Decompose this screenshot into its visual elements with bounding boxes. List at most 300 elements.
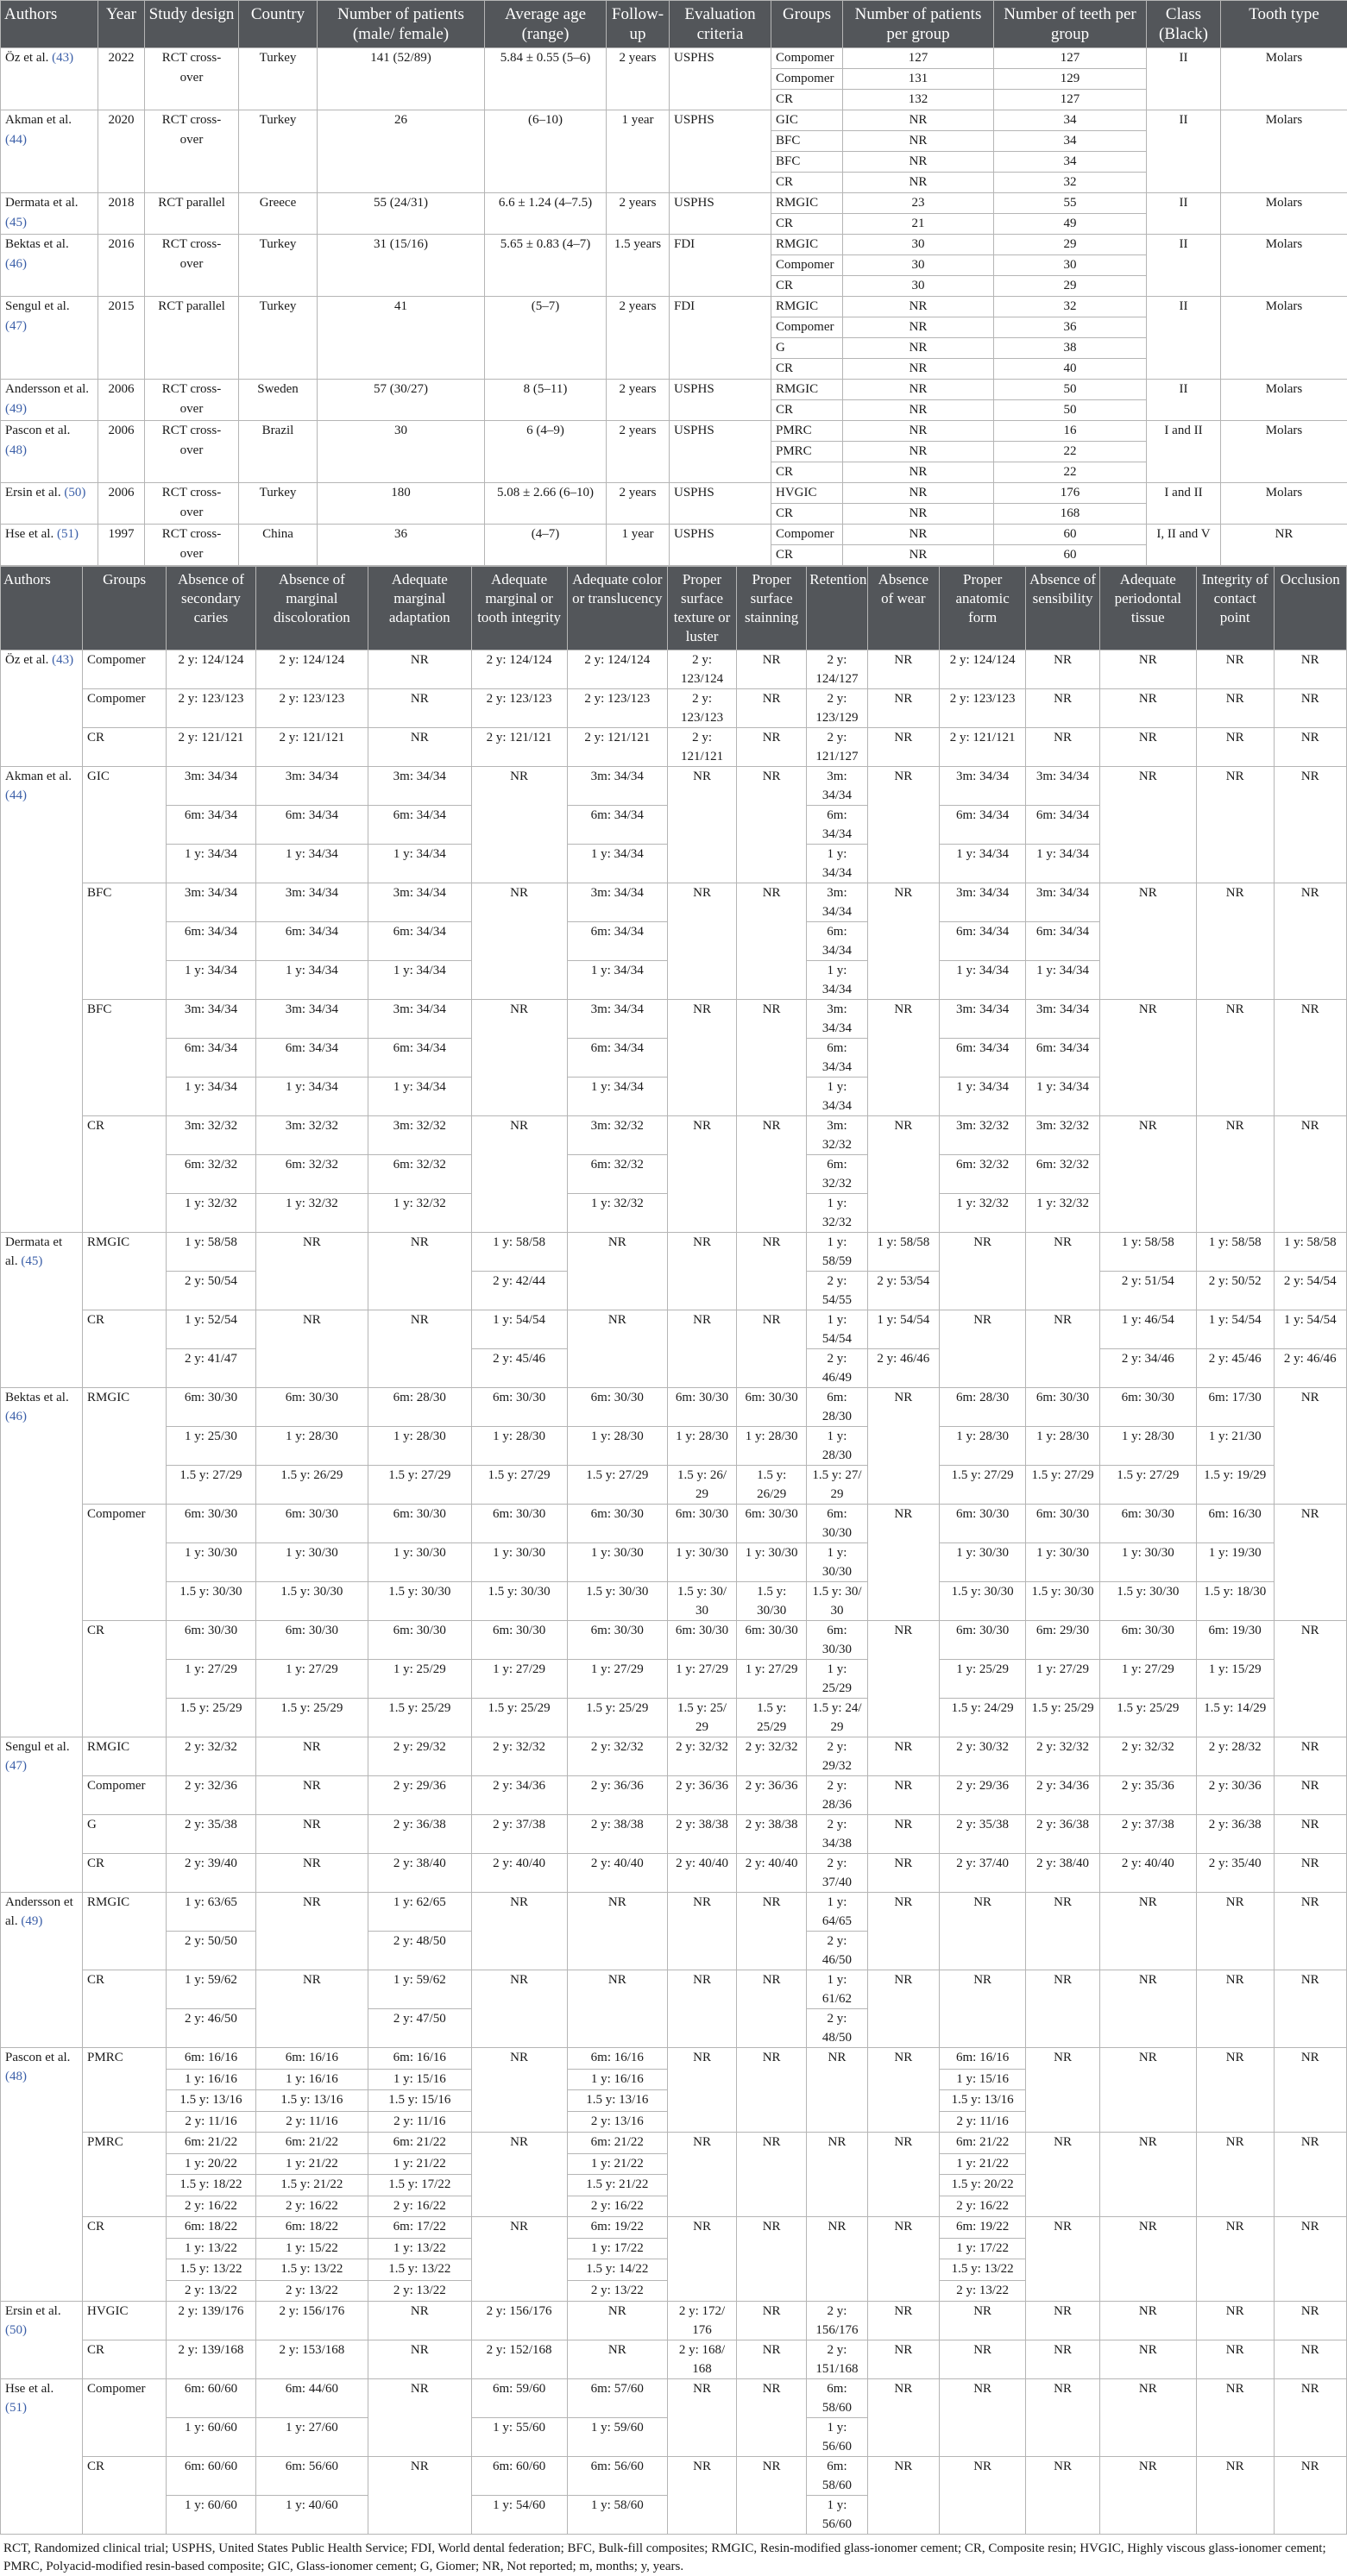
teeth-per-group-cell: 127 [994,48,1147,69]
outcome-cell: 2 y: 168/ 168 [668,2340,737,2379]
group-cell: BFC [771,131,843,152]
author-cell [1,235,98,297]
teeth-per-group-cell: 176 [994,483,1147,504]
outcome-cell: 6m: 30/30 [807,1621,867,1660]
outcome-cell: 2 y: 34/36 [1026,1776,1099,1815]
outcome-cell: 1 y: 34/34 [167,961,256,1000]
outcome-cell: NR [1196,2048,1274,2133]
patients-per-group-cell: NR [843,442,994,462]
outcome-cell: NR [867,728,939,767]
year-cell: 2006 [98,380,145,421]
table-row [1,2302,1347,2340]
outcome-cell: 6m: 34/34 [567,1039,667,1078]
outcome-cell: 1 y: 34/34 [255,961,368,1000]
group-cell: PMRC [83,2133,167,2217]
outcome-cell: 6m: 30/30 [471,1505,567,1543]
outcome-cell: 6m: 30/30 [1099,1388,1196,1427]
outcome-cell: 3m: 34/34 [567,1000,667,1039]
country-cell: Greece [239,193,318,235]
outcome-cell: 3m: 34/34 [255,767,368,806]
year-cell: 2015 [98,297,145,380]
outcome-cell: NR [867,1776,939,1815]
outcome-cell: NR [867,1854,939,1893]
outcome-cell: 3m: 34/34 [167,883,256,922]
outcome-cell: 2 y: 37/40 [807,1854,867,1893]
outcome-cell: NR [567,1310,667,1388]
outcome-cell: 2 y: 11/16 [255,2111,368,2133]
teeth-per-group-cell: 60 [994,525,1147,545]
reference-link: (51) [5,2401,27,2415]
group-cell: RMGIC [83,1893,167,1970]
column-header: Absence of marginal discoloration [255,567,368,650]
author-cell [1,421,98,483]
table-row [1,1543,1347,1582]
outcome-cell: 6m: 34/34 [939,806,1025,845]
group-cell: Compomer [83,2379,167,2457]
outcome-cell: NR [1026,2340,1099,2379]
outcome-cell: 6m: 34/34 [939,922,1025,961]
outcome-cell: NR [1099,2340,1196,2379]
author-cell [1,193,98,235]
outcome-cell: 2 y: 124/127 [807,650,867,689]
author-name: Pascon et al. [5,424,70,437]
outcome-cell: 6m: 30/30 [167,1505,256,1543]
author-cell [1,48,98,110]
outcome-cell: NR [368,1310,472,1388]
outcome-cell: 3m: 34/34 [255,1000,368,1039]
followup-cell: 2 years [607,483,670,525]
outcome-cell: 2 y: 139/176 [167,2302,256,2340]
outcome-cell: 2 y: 11/16 [167,2111,256,2133]
outcome-cell: 1 y: 27/29 [255,1660,368,1699]
outcome-cell: 2 y: 48/50 [807,2009,867,2048]
patients-per-group-cell: NR [843,131,994,152]
outcome-cell: NR [255,1233,368,1310]
outcome-cell: 2 y: 153/168 [255,2340,368,2379]
author-name: Ersin et al. [5,2304,61,2318]
outcome-cell: 1 y: 13/22 [167,2238,256,2259]
patients-per-group-cell: 23 [843,193,994,214]
outcome-cell: 1 y: 46/54 [1099,1310,1196,1349]
tooth-type-cell: Molars [1221,193,1347,235]
outcome-cell: 1.5 y: 25/29 [737,1699,807,1737]
outcome-cell: 6m: 34/34 [807,922,867,961]
outcome-cell: 1 y: 59/62 [167,1970,256,2009]
outcome-cell: NR [1196,2302,1274,2340]
patients-cell: 141 (52/89) [318,48,485,110]
outcome-cell: 1 y: 25/29 [939,1660,1025,1699]
tooth-type-cell: Molars [1221,235,1347,297]
design-cell: RCT cross- over [145,483,239,525]
outcome-cell: 2 y: 40/40 [668,1854,737,1893]
outcome-cell: NR [867,767,939,883]
teeth-per-group-cell: 129 [994,69,1147,90]
outcome-cell: NR [1274,2302,1346,2340]
outcome-cell: 2 y: 38/38 [567,1815,667,1854]
outcome-cell: NR [668,1233,737,1310]
outcome-cell: 2 y: 40/40 [737,1854,807,1893]
table-row [1,1388,1347,1427]
table-row [1,1116,1347,1155]
outcome-cell: NR [567,2302,667,2340]
author-name: Öz et al. [5,51,52,65]
outcome-cell: NR [867,1388,939,1505]
patients-per-group-cell: 131 [843,69,994,90]
outcome-cell: 3m: 32/32 [807,1116,867,1155]
patients-per-group-cell: NR [843,504,994,525]
outcome-cell: 1 y: 13/22 [368,2238,472,2259]
outcome-cell: NR [255,1310,368,1388]
outcome-cell: NR [1196,2379,1274,2457]
criteria-cell: USPHS [670,421,771,483]
outcome-cell: NR [1274,2133,1346,2217]
criteria-cell: FDI [670,235,771,297]
outcome-cell: 6m: 21/22 [255,2133,368,2154]
outcome-cell: 1.5 y: 20/22 [939,2175,1025,2196]
outcome-cell: NR [255,1893,368,1970]
outcome-cell: NR [668,2133,737,2217]
outcome-cell: 1 y: 56/60 [807,2418,867,2457]
outcome-cell: NR [939,2302,1025,2340]
outcome-cell: 1.5 y: 26/ 29 [668,1466,737,1505]
teeth-per-group-cell: 127 [994,90,1147,110]
design-cell: RCT parallel [145,193,239,235]
outcome-cell: 6m: 60/60 [167,2379,256,2418]
outcome-cell: NR [1274,2379,1346,2457]
year-cell: 2020 [98,110,145,193]
class-cell: II [1147,110,1221,193]
outcome-cell: 2 y: 35/40 [1196,1854,1274,1893]
year-cell: 1997 [98,525,145,566]
outcome-cell: 6m: 34/34 [167,1039,256,1078]
patients-per-group-cell: NR [843,173,994,193]
outcome-cell: 1.5 y: 13/22 [368,2259,472,2281]
column-header: Absence of wear [867,567,939,650]
outcome-cell: 6m: 34/34 [567,806,667,845]
outcome-cell: 3m: 34/34 [167,767,256,806]
table-row [1,1310,1347,1349]
outcome-cell: NR [471,1116,567,1233]
outcome-cell: 1 y: 28/30 [807,1427,867,1466]
outcome-cell: NR [1274,1505,1346,1621]
author-name: Andersson et al. [5,1895,73,1928]
outcome-cell: 1 y: 58/58 [867,1233,939,1272]
group-cell: Compomer [83,1505,167,1621]
outcome-cell: 3m: 34/34 [939,1000,1025,1039]
outcome-cell: NR [255,1776,368,1815]
design-cell: RCT cross- over [145,525,239,566]
class-cell: II [1147,48,1221,110]
outcome-cell: 2 y: 36/38 [368,1815,472,1854]
column-header: Evaluation criteria [670,1,771,48]
country-cell: Brazil [239,421,318,483]
outcome-cell: 6m: 32/32 [939,1155,1025,1194]
outcome-cell: 2 y: 13/22 [567,2280,667,2302]
class-cell: II [1147,380,1221,421]
outcome-cell: NR [1274,1854,1346,1893]
followup-cell: 2 years [607,380,670,421]
outcome-cell: 2 y: 124/124 [567,650,667,689]
outcome-cell: NR [737,1893,807,1970]
outcome-cell: 6m: 60/60 [471,2457,567,2496]
outcome-cell: 6m: 16/16 [567,2048,667,2070]
outcome-cell: 1.5 y: 15/16 [368,2090,472,2112]
design-cell: RCT cross- over [145,421,239,483]
outcome-cell: 1 y: 28/30 [368,1427,472,1466]
author-name: Bektas et al. [5,237,69,251]
outcome-cell: 1 y: 54/54 [471,1310,567,1349]
outcome-cell: 1 y: 58/58 [1196,1233,1274,1272]
outcome-cell: 2 y: 16/22 [167,2196,256,2217]
outcome-cell: NR [867,1505,939,1621]
outcome-cell: 1 y: 34/34 [255,1078,368,1116]
outcome-cell: 1.5 y: 24/ 29 [807,1699,867,1737]
outcome-cell: 2 y: 35/38 [939,1815,1025,1854]
outcome-cell: 6m: 34/34 [807,1039,867,1078]
outcome-cell: 6m: 32/32 [255,1155,368,1194]
patients-per-group-cell: NR [843,317,994,338]
group-cell: CR [83,1310,167,1388]
design-cell: RCT cross- over [145,48,239,110]
outcome-cell: 2 y: 46/46 [1274,1349,1346,1388]
outcome-cell: 1 y: 30/30 [471,1543,567,1582]
patients-per-group-cell: 132 [843,90,994,110]
outcome-cell: NR [368,2457,472,2535]
table-row [1,1621,1347,1660]
reference-link: (44) [5,789,27,802]
outcome-cell: 2 y: 16/22 [368,2196,472,2217]
outcome-cell: NR [939,1970,1025,2048]
outcome-cell: 1 y: 30/30 [167,1543,256,1582]
outcome-cell: NR [737,2133,807,2217]
age-cell: (6–10) [485,110,607,193]
outcome-cell: 6m: 34/34 [255,1039,368,1078]
patients-per-group-cell: NR [843,525,994,545]
outcome-cell: NR [867,2379,939,2457]
outcome-cell: NR [471,2133,567,2217]
outcome-cell: 1 y: 25/29 [368,1660,472,1699]
group-cell: CR [83,2217,167,2302]
design-cell: RCT cross- over [145,235,239,297]
age-cell: 6.6 ± 1.24 (4–7.5) [485,193,607,235]
outcome-cell: 6m: 17/22 [368,2217,472,2239]
outcome-cell: 6m: 16/16 [167,2048,256,2070]
design-cell: RCT cross- over [145,380,239,421]
group-cell: CR [771,400,843,421]
author-name: Hse et al. [5,2382,54,2396]
outcome-cell: 1 y: 32/32 [255,1194,368,1233]
patients-per-group-cell: NR [843,297,994,317]
teeth-per-group-cell: 30 [994,255,1147,276]
outcome-cell: 1.5 y: 27/29 [939,1466,1025,1505]
outcome-cell: NR [368,2340,472,2379]
outcome-cell: NR [867,2133,939,2217]
table-row [1,1854,1347,1893]
outcome-cell: 6m: 34/34 [368,922,472,961]
outcome-cell: 1 y: 34/34 [368,1078,472,1116]
outcome-cell: NR [737,767,807,883]
outcome-cell: 1 y: 28/30 [255,1427,368,1466]
outcome-cell: NR [1196,1116,1274,1233]
outcome-cell: 1.5 y: 30/30 [1099,1582,1196,1621]
outcome-cell: 1 y: 28/30 [471,1427,567,1466]
reference-link: (45) [5,216,27,229]
patients-per-group-cell: 30 [843,235,994,255]
outcome-cell: NR [939,1233,1025,1310]
outcome-cell: NR [1274,1815,1346,1854]
table-row [1,1660,1347,1699]
outcome-cell: 6m: 34/34 [939,1039,1025,1078]
outcome-cell: 1 y: 30/30 [567,1543,667,1582]
outcome-cell: 1 y: 27/29 [1026,1660,1099,1699]
outcome-cell: NR [1026,728,1099,767]
outcome-cell: 1 y: 64/65 [807,1893,867,1932]
outcome-cell: 1 y: 20/22 [167,2153,256,2175]
patients-cell: 57 (30/27) [318,380,485,421]
outcome-cell: 1.5 y: 18/30 [1196,1582,1274,1621]
group-cell: RMGIC [771,297,843,317]
table-row [1,193,1347,214]
outcome-cell: 2 y: 40/40 [471,1854,567,1893]
outcome-cell: NR [668,883,737,1000]
outcome-cell: 3m: 34/34 [1026,883,1099,922]
outcome-cell: 1 y: 30/30 [939,1543,1025,1582]
tooth-type-cell: Molars [1221,483,1347,525]
group-cell: Compomer [771,317,843,338]
outcome-cell: 2 y: 123/124 [668,650,737,689]
outcome-cell: 6m: 18/22 [255,2217,368,2239]
outcome-cell: 6m: 56/60 [567,2457,667,2496]
country-cell: China [239,525,318,566]
patients-per-group-cell: NR [843,152,994,173]
criteria-cell: USPHS [670,48,771,110]
age-cell: 5.65 ± 0.83 (4–7) [485,235,607,297]
outcome-cell: 1 y: 30/30 [668,1543,737,1582]
outcome-cell: 2 y: 46/50 [167,2009,256,2048]
outcome-cell: NR [1026,2048,1099,2133]
author-name: Pascon et al. [5,2051,70,2064]
outcome-cell: 2 y: 13/22 [167,2280,256,2302]
table-row [1,1427,1347,1466]
outcome-cell: 2 y: 123/129 [807,689,867,728]
outcome-cell: NR [737,2302,807,2340]
outcome-cell: NR [1099,2217,1196,2302]
outcome-cell: 1 y: 61/62 [807,1970,867,2009]
outcome-cell: NR [867,1000,939,1116]
outcome-cell: 6m: 30/30 [167,1621,256,1660]
tooth-type-cell: Molars [1221,110,1347,193]
outcome-cell: 6m: 34/34 [167,922,256,961]
outcome-cell: 1 y: 32/32 [567,1194,667,1233]
country-cell: Turkey [239,48,318,110]
patients-per-group-cell: 30 [843,255,994,276]
age-cell: 5.08 ± 2.66 (6–10) [485,483,607,525]
outcome-cell: NR [1099,650,1196,689]
outcome-cell: NR [1026,689,1099,728]
group-cell: HVGIC [771,483,843,504]
outcome-cell: 1 y: 25/30 [167,1427,256,1466]
teeth-per-group-cell: 49 [994,214,1147,235]
outcome-cell: 6m: 30/30 [255,1388,368,1427]
outcome-cell: 1.5 y: 30/30 [167,1582,256,1621]
outcome-cell: 2 y: 37/38 [471,1815,567,1854]
outcome-cell: 2 y: 29/36 [368,1776,472,1815]
group-cell: BFC [83,1000,167,1116]
outcome-cell: NR [668,1000,737,1116]
outcome-cell: NR [867,689,939,728]
group-cell: Compomer [771,525,843,545]
outcome-cell: NR [867,1893,939,1970]
outcome-cell: 1 y: 21/22 [939,2153,1025,2175]
outcome-cell: NR [368,2302,472,2340]
group-cell: GIC [771,110,843,131]
outcome-cell: 1 y: 60/60 [167,2496,256,2535]
outcome-cell: 1 y: 25/29 [807,1660,867,1699]
outcome-cell: 3m: 34/34 [807,883,867,922]
column-header: Retention [807,567,867,650]
author-cell [1,1737,83,1893]
table-row [1,1970,1347,2009]
outcome-cell: NR [867,1621,939,1737]
outcome-cell: NR [567,2340,667,2379]
outcome-cell: 6m: 21/22 [567,2133,667,2154]
outcome-cell: 6m: 30/30 [1099,1621,1196,1660]
age-cell: (4–7) [485,525,607,566]
outcome-cell: 1 y: 63/65 [167,1893,256,1932]
outcome-cell: NR [471,767,567,883]
outcome-cell: NR [1274,1388,1346,1505]
column-header: Year [98,1,145,48]
outcome-cell: 1.5 y: 13/16 [567,2090,667,2112]
table-row [1,650,1347,689]
outcome-cell: 3m: 34/34 [567,767,667,806]
table-row [1,235,1347,255]
outcome-cell: 2 y: 50/50 [167,1932,256,1970]
table-row [1,1699,1347,1737]
criteria-cell: USPHS [670,193,771,235]
reference-link: (46) [5,1410,27,1423]
outcome-cell: 2 y: 46/50 [807,1932,867,1970]
outcome-cell: NR [1274,728,1346,767]
group-cell: RMGIC [771,235,843,255]
class-cell: II [1147,193,1221,235]
outcome-cell: NR [471,2217,567,2302]
outcome-cell: 1 y: 34/34 [167,1078,256,1116]
outcome-cell: 1 y: 34/34 [939,1078,1025,1116]
study-characteristics-table [0,0,1347,566]
outcome-cell: 1 y: 34/34 [255,845,368,883]
outcome-cell: 6m: 16/16 [368,2048,472,2070]
outcome-cell: 2 y: 30/32 [939,1737,1025,1776]
tooth-type-cell: Molars [1221,297,1347,380]
outcome-cell: 2 y: 121/121 [167,728,256,767]
group-cell: RMGIC [771,193,843,214]
outcome-cell: 2 y: 16/22 [567,2196,667,2217]
outcome-cell: 2 y: 151/168 [807,2340,867,2379]
outcome-cell: 2 y: 36/38 [1026,1815,1099,1854]
outcome-cell: 2 y: 41/47 [167,1349,256,1388]
outcome-cell: NR [1099,1000,1196,1116]
outcome-cell: 1 y: 34/34 [807,1078,867,1116]
outcome-cell: NR [737,1000,807,1116]
group-cell: Compomer [83,1776,167,1815]
outcome-cell: 6m: 16/16 [939,2048,1025,2070]
age-cell: (5–7) [485,297,607,380]
outcome-cell: NR [567,1233,667,1310]
design-cell: RCT cross- over [145,110,239,193]
outcome-cell: 6m: 17/30 [1196,1388,1274,1427]
outcome-cell: 1 y: 30/30 [807,1543,867,1582]
